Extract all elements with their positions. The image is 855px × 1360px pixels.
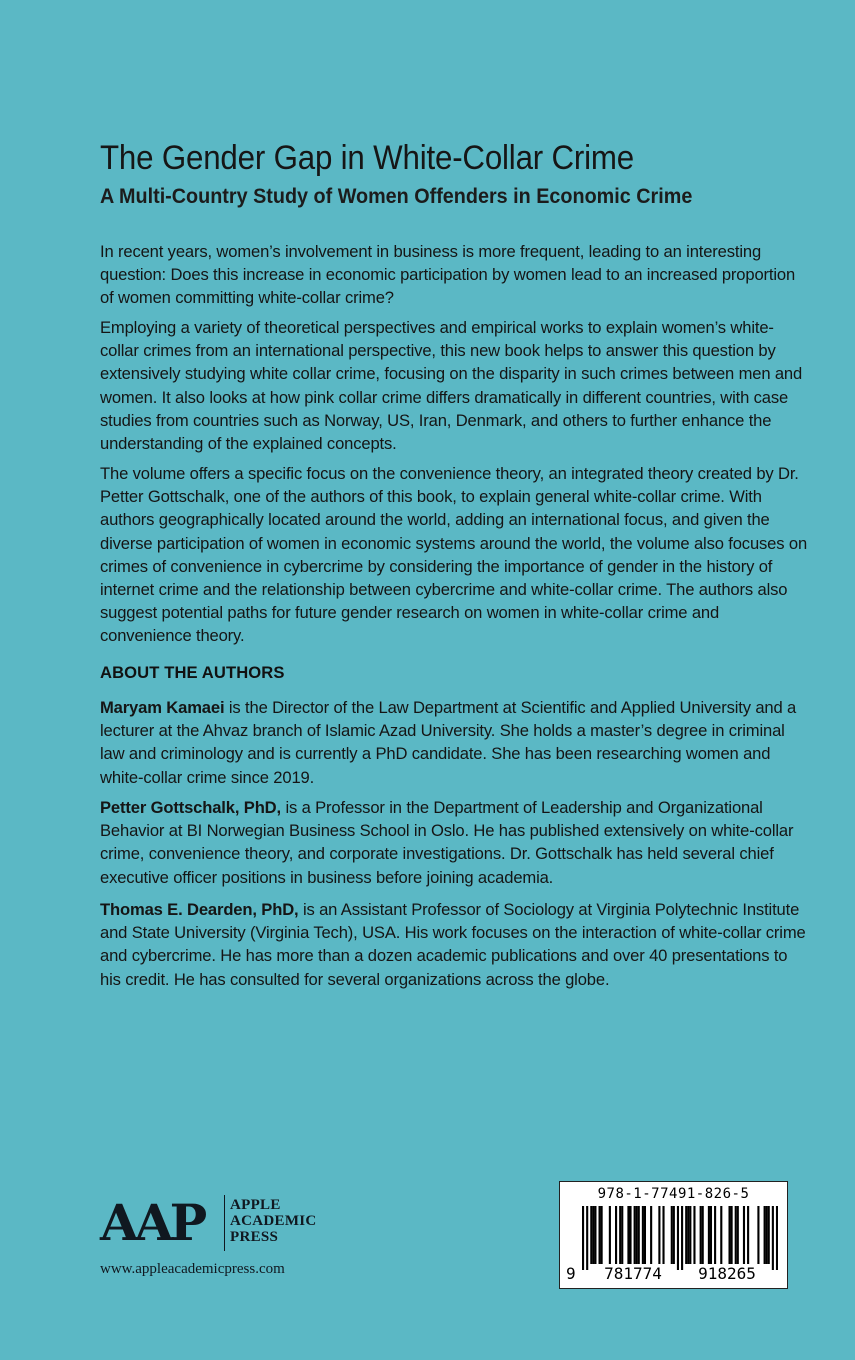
barcode-bar	[735, 1206, 737, 1264]
barcode-bar	[671, 1206, 673, 1264]
barcode-bar	[700, 1206, 702, 1264]
author-bio-2	[100, 796, 812, 889]
author-bio-text: is an Assistant Professor of Sociology at Virginia Polytechnic Institute and State University (Virginia Tech), USA. His work focuses on the interaction of white-collar crime and cybercrime. He has more than a dozen academic publications and over 40 presentations to his credit. He has consulted for several organizations across the globe.	[100, 900, 806, 989]
barcode-bar	[586, 1206, 588, 1270]
barcode-bar	[728, 1206, 730, 1264]
barcode-bar	[708, 1206, 710, 1264]
barcode-bar	[634, 1206, 636, 1264]
description-paragraph-2: Employing a variety of theoretical perspectives and empirical works to explain women’s white-collar crimes from an international perspective, this new book helps to answer this question by extensively studying white collar crime, focusing on the disparity in such crimes between men and women. It also looks at how pink collar crime differs dramatically in different countries, with case studies from countries such as Norway, US, Iran, Denmark, and others to further enhance the understanding of the explained concepts.	[100, 318, 803, 454]
barcode-bar	[702, 1206, 704, 1264]
description-paragraph-1: In recent years, women’s involvement in business is more frequent, leading to an interesting question: Does this increase in economic participation by women lead to an increased proportion of women committing white-collar crime?	[100, 242, 796, 308]
barcode-bar	[776, 1206, 778, 1270]
barcode-bar	[621, 1206, 623, 1264]
publisher-name	[230, 1197, 317, 1245]
barcode-bar	[710, 1206, 712, 1264]
barcode-bar	[685, 1206, 687, 1264]
barcode-bar	[720, 1206, 722, 1264]
barcode-bar	[689, 1206, 691, 1264]
barcode-bar	[650, 1206, 652, 1264]
barcode-bar	[743, 1206, 745, 1264]
barcode-bar	[687, 1206, 689, 1264]
isbn-right-group: 918265	[684, 1264, 770, 1283]
barcode-bar	[714, 1206, 716, 1264]
description-paragraph-3: The volume offers a specific focus on the convenience theory, an integrated theory created by Dr. Petter Gottschalk, one of the authors of this book, to explain general white-collar crime. With authors geographically located around the world, adding an international focus, and given the diverse participation of women in economic systems around the world, the volume also focuses on crimes of convenience in cybercrime by considering the importance of gender in the history of internet crime and the relationship between cybercrime and white-collar crime. The authors also suggest potential paths for future gender research on women in white-collar crime and convenience theory.	[100, 464, 808, 646]
barcode-bar	[609, 1206, 611, 1264]
barcode-bar	[766, 1206, 768, 1264]
barcode-bar	[673, 1206, 675, 1264]
author-bio-text: is a Professor in the Department of Leadership and Organizational Behavior at BI Norwegian Business School in Oslo. He has published extensively on white-collar crime, convenience theory, and corporate investigations. Dr. Gottschalk has held several chief executive officer positions in business before joining academia.	[100, 798, 794, 887]
isbn-first-digit: 9	[566, 1264, 576, 1283]
barcode-bar	[737, 1206, 739, 1264]
barcode-bar	[772, 1206, 774, 1270]
book-title: The Gender Gap in White-Collar Crime	[100, 139, 635, 177]
publisher-logo	[100, 1193, 340, 1283]
barcode-bar	[627, 1206, 629, 1264]
barcode-bars	[582, 1206, 778, 1270]
author-bio-text: is the Director of the Law Department at Scientific and Applied University and a lecturer at the Ahvaz branch of Islamic Azad University. She holds a master’s degree in criminal law and criminology and is currently a PhD candidate. She has been researching women and white-collar crime since 2019.	[100, 698, 797, 787]
publisher-name-line: APPLE	[230, 1197, 281, 1213]
barcode-bar	[681, 1206, 683, 1270]
barcode-bar	[594, 1206, 596, 1264]
isbn-barcode	[559, 1181, 788, 1289]
author-bio-3	[100, 898, 812, 991]
publisher-name-line: ACADEMIC	[230, 1213, 317, 1229]
publisher-mark: AAP	[100, 1193, 204, 1252]
publisher-name-line: PRESS	[230, 1229, 279, 1245]
barcode-bar	[636, 1206, 638, 1264]
barcode-bar	[592, 1206, 594, 1264]
about-authors-heading: ABOUT THE AUTHORS	[100, 663, 285, 682]
barcode-bar	[757, 1206, 759, 1264]
barcode-bar	[693, 1206, 695, 1264]
barcode-bar	[658, 1206, 660, 1264]
publisher-url: www.appleacademicpress.com	[100, 1261, 285, 1277]
author-name: Petter Gottschalk, PhD,	[100, 798, 281, 817]
barcode-bar	[764, 1206, 766, 1264]
barcode-bar	[601, 1206, 603, 1264]
isbn-left-group: 781774	[590, 1264, 676, 1283]
barcode-bar	[642, 1206, 644, 1264]
barcode-bar	[582, 1206, 584, 1270]
barcode-bar	[747, 1206, 749, 1264]
barcode-bar	[638, 1206, 640, 1264]
barcode-bar	[590, 1206, 592, 1264]
isbn-number: 978-1-77491-826-5	[597, 1186, 750, 1202]
author-name: Thomas E. Dearden, PhD,	[100, 900, 299, 919]
barcode-bar	[599, 1206, 601, 1264]
author-name: Maryam Kamaei	[100, 698, 225, 717]
barcode-bar	[768, 1206, 770, 1264]
barcode-bar	[629, 1206, 631, 1264]
barcode-bar	[662, 1206, 664, 1264]
back-cover-content	[100, 136, 810, 989]
barcode-bar	[619, 1206, 621, 1264]
author-bio-1	[100, 696, 812, 789]
barcode-bar	[677, 1206, 679, 1270]
barcode-bar	[731, 1206, 733, 1264]
book-subtitle: A Multi-Country Study of Women Offenders in Economic Crime	[100, 184, 693, 208]
barcode-bar	[615, 1206, 617, 1264]
barcode-bar	[644, 1206, 646, 1264]
logo-divider	[224, 1195, 225, 1251]
